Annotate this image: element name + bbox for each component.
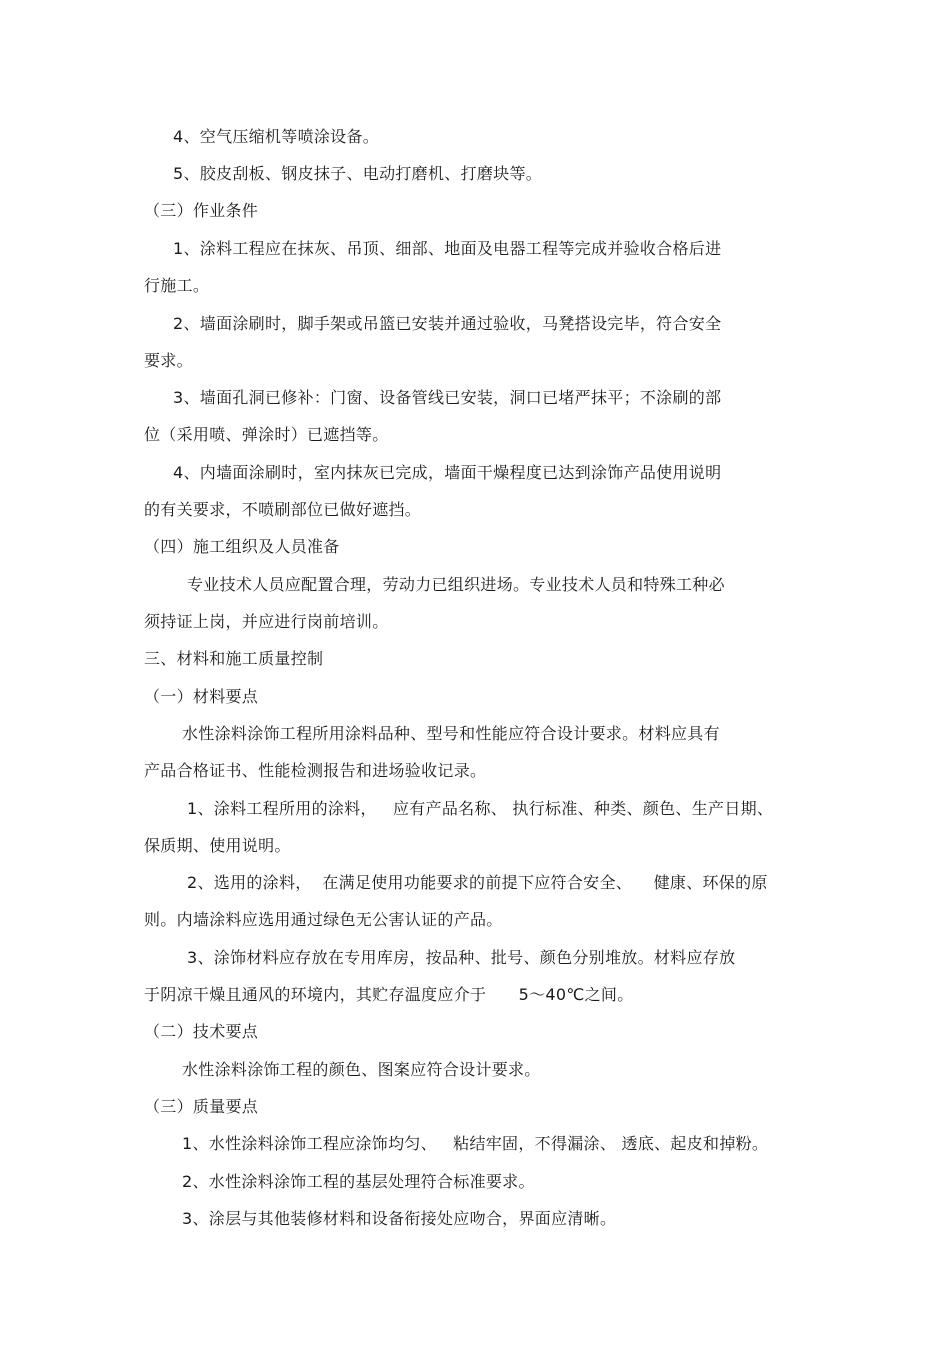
text-line: 1、涂料工程所用的涂料， 应有产品名称、 执行标准、种类、颜色、生产日期、 bbox=[187, 799, 774, 818]
text-line: 产品合格证书、性能检测报告和进场验收记录。 bbox=[144, 761, 487, 780]
text-line: 2、墙面涂刷时，脚手架或吊篮已安装并通过验收，马凳搭设完毕，符合安全 bbox=[173, 314, 722, 333]
text-line: 专业技术人员应配置合理，劳动力已组织进场。专业技术人员和特殊工种必 bbox=[187, 575, 725, 594]
text-line: 3、涂饰材料应存放在专用库房，按品种、批号、颜色分别堆放。材料应存放 bbox=[187, 948, 736, 967]
section-heading: （四）施工组织及人员准备 bbox=[144, 537, 340, 556]
text-line: 水性涂料涂饰工程的颜色、图案应符合设计要求。 bbox=[182, 1060, 541, 1079]
text-line: 3、涂层与其他装修材料和设备衔接处应吻合，界面应清晰。 bbox=[182, 1209, 617, 1228]
text-line: 水性涂料涂饰工程所用涂料品种、型号和性能应符合设计要求。材料应具有 bbox=[182, 724, 720, 743]
text-line: 的有关要求，不喷刷部位已做好遮挡。 bbox=[144, 500, 422, 519]
section-heading: （三）作业条件 bbox=[144, 201, 259, 220]
text-line: 则。内墙涂料应选用通过绿色无公害认证的产品。 bbox=[144, 910, 503, 929]
text-line: 行施工。 bbox=[144, 276, 210, 295]
section-heading: （二）技术要点 bbox=[144, 1022, 259, 1041]
text-line: 须持证上岗，并应进行岗前培训。 bbox=[144, 612, 389, 631]
text-line: 2、水性涂料涂饰工程的基层处理符合标准要求。 bbox=[182, 1172, 535, 1191]
text-line: 5、胶皮刮板、钢皮抹子、电动打磨机、打磨块等。 bbox=[173, 164, 543, 183]
text-line: 4、空气压缩机等喷涂设备。 bbox=[173, 127, 380, 146]
section-heading: （一）材料要点 bbox=[144, 687, 259, 706]
chapter-heading: 三、材料和施工质量控制 bbox=[144, 649, 324, 668]
text-line: 要求。 bbox=[144, 351, 193, 370]
text-line: 4、内墙面涂刷时，室内抹灰已完成，墙面干燥程度已达到涂饰产品使用说明 bbox=[173, 463, 722, 482]
text-line: 2、选用的涂料， 在满足使用功能要求的前提下应符合安全、 健康、环保的原 bbox=[187, 873, 768, 892]
text-line: 位（采用喷、弹涂时）已遮挡等。 bbox=[144, 425, 389, 444]
section-heading: （三）质量要点 bbox=[144, 1097, 259, 1116]
text-line: 1、水性涂料涂饰工程应涂饰均匀、 粘结牢固，不得漏涂、 透底、起皮和掉粉。 bbox=[182, 1134, 769, 1153]
text-line: 3、墙面孔洞已修补：门窗、设备管线已安装，洞口已堵严抹平；不涂刷的部 bbox=[173, 388, 722, 407]
text-line: 保质期、使用说明。 bbox=[144, 836, 291, 855]
text-line: 于阴凉干燥且通风的环境内，其贮存温度应介于 5～40℃之间。 bbox=[144, 985, 634, 1004]
text-line: 1、涂料工程应在抹灰、吊顶、细部、地面及电器工程等完成并验收合格后进 bbox=[173, 239, 722, 258]
